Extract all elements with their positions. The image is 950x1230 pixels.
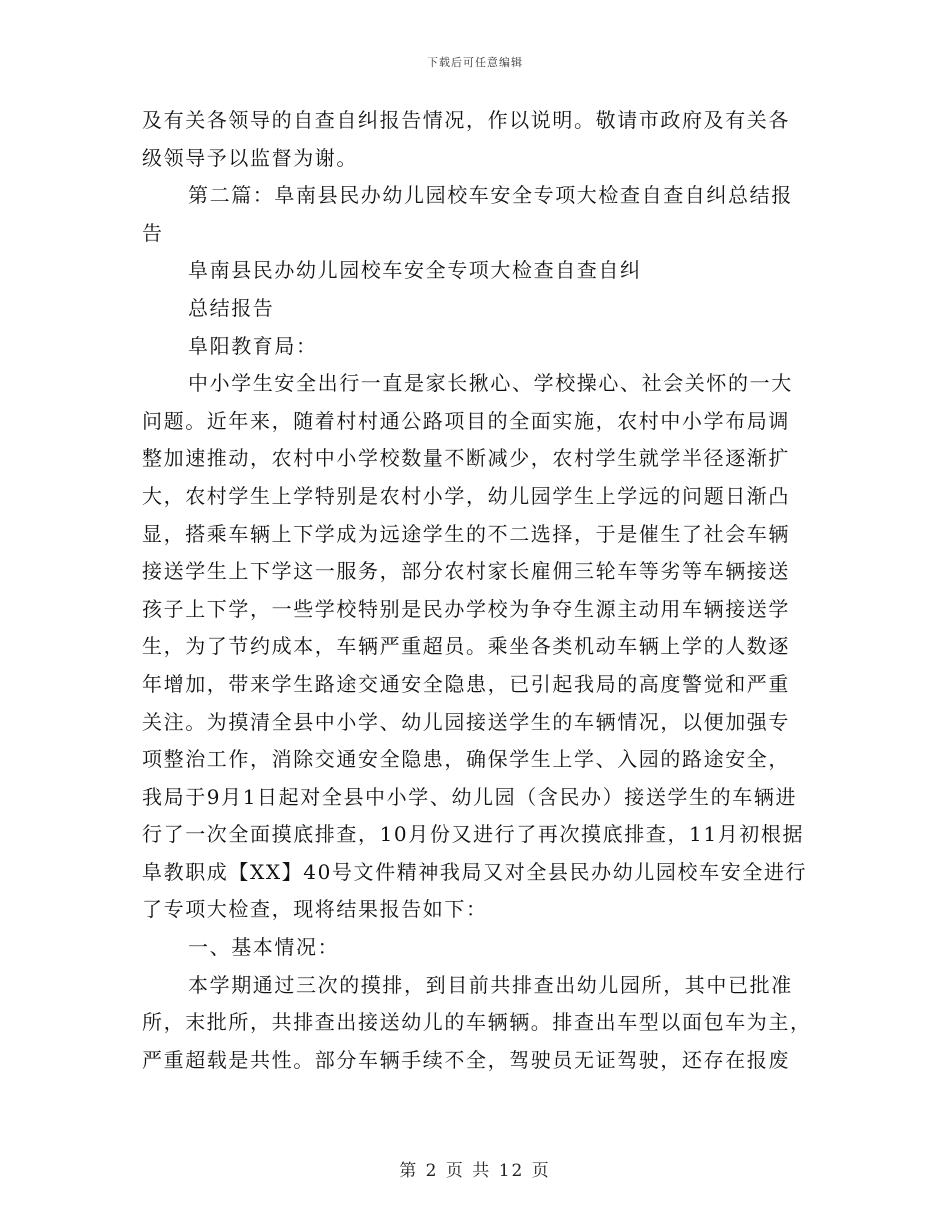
text-line: 本学期通过三次的摸排，到目前共排查出幼儿园所，其中已批准	[188, 972, 793, 997]
text-line: 问题。近年来，随着村村通公路项目的全面实施，农村中小学布局调	[142, 408, 790, 433]
text-line: 年增加，带来学生路途交通安全隐患，已引起我局的高度警觉和严重	[142, 671, 790, 696]
text-line: 一、基本情况：	[188, 935, 340, 960]
text-line: 级领导予以监督为谢。	[142, 145, 358, 170]
text-line: 行了一次全面摸底排查，10月份又进行了再次摸底排查，11月初根据	[142, 822, 805, 847]
text-line: 所，末批所，共排查出接送幼儿的车辆辆。排查出车型以面包车为主，	[142, 1010, 812, 1035]
document-body	[142, 102, 812, 1079]
text-line: 接送学生上下学这一服务，部分农村家长雇佣三轮车等劣等车辆接送	[142, 559, 790, 584]
text-line: 项整治工作，消除交通安全隐患，确保学生上学、入园的路途安全，	[142, 747, 790, 772]
text-line: 大，农村学生上学特别是农村小学，幼儿园学生上学远的问题日渐凸	[142, 483, 790, 508]
text-line: 严重超载是共性。部分车辆手续不全，驾驶员无证驾驶，还存在报废	[142, 1047, 790, 1072]
page-header: 下载后可任意编辑	[427, 56, 523, 69]
text-line: 显，搭乘车辆上下学成为远途学生的不二选择，于是催生了社会车辆	[142, 521, 790, 546]
text-line: 了专项大检查，现将结果报告如下：	[142, 897, 488, 922]
text-line: 整加速推动，农村中小学校数量不断减少，农村学生就学半径逐渐扩	[142, 446, 790, 471]
text-line: 关注。为摸清全县中小学、幼儿园接送学生的车辆情况，以便加强专	[142, 709, 790, 734]
page-number: 第 2 页 共 12 页	[399, 1161, 551, 1181]
text-line: 中小学生安全出行一直是家长揪心、学校操心、社会关怀的一大	[188, 371, 793, 396]
text-line: 阜教职成【XX】40号文件精神我局又对全县民办幼儿园校车安全进行	[142, 859, 808, 884]
text-line: 生，为了节约成本，车辆严重超员。乘坐各类机动车辆上学的人数逐	[142, 634, 790, 659]
text-line: 阜阳教育局：	[188, 333, 318, 358]
text-line: 总结报告	[188, 295, 275, 320]
text-line: 第二篇：阜南县民办幼儿园校车安全专项大检查自查自纠总结报	[188, 183, 793, 208]
text-line: 孩子上下学，一些学校特别是民办学校为争夺生源主动用车辆接送学	[142, 596, 790, 621]
text-line: 我局于9月1日起对全县中小学、幼儿园（含民办）接送学生的车辆进	[142, 784, 798, 809]
text-line: 告	[142, 220, 164, 245]
text-line: 阜南县民办幼儿园校车安全专项大检查自查自纠	[188, 258, 642, 283]
text-line: 及有关各领导的自查自纠报告情况，作以说明。敬请市政府及有关各	[142, 108, 790, 132]
